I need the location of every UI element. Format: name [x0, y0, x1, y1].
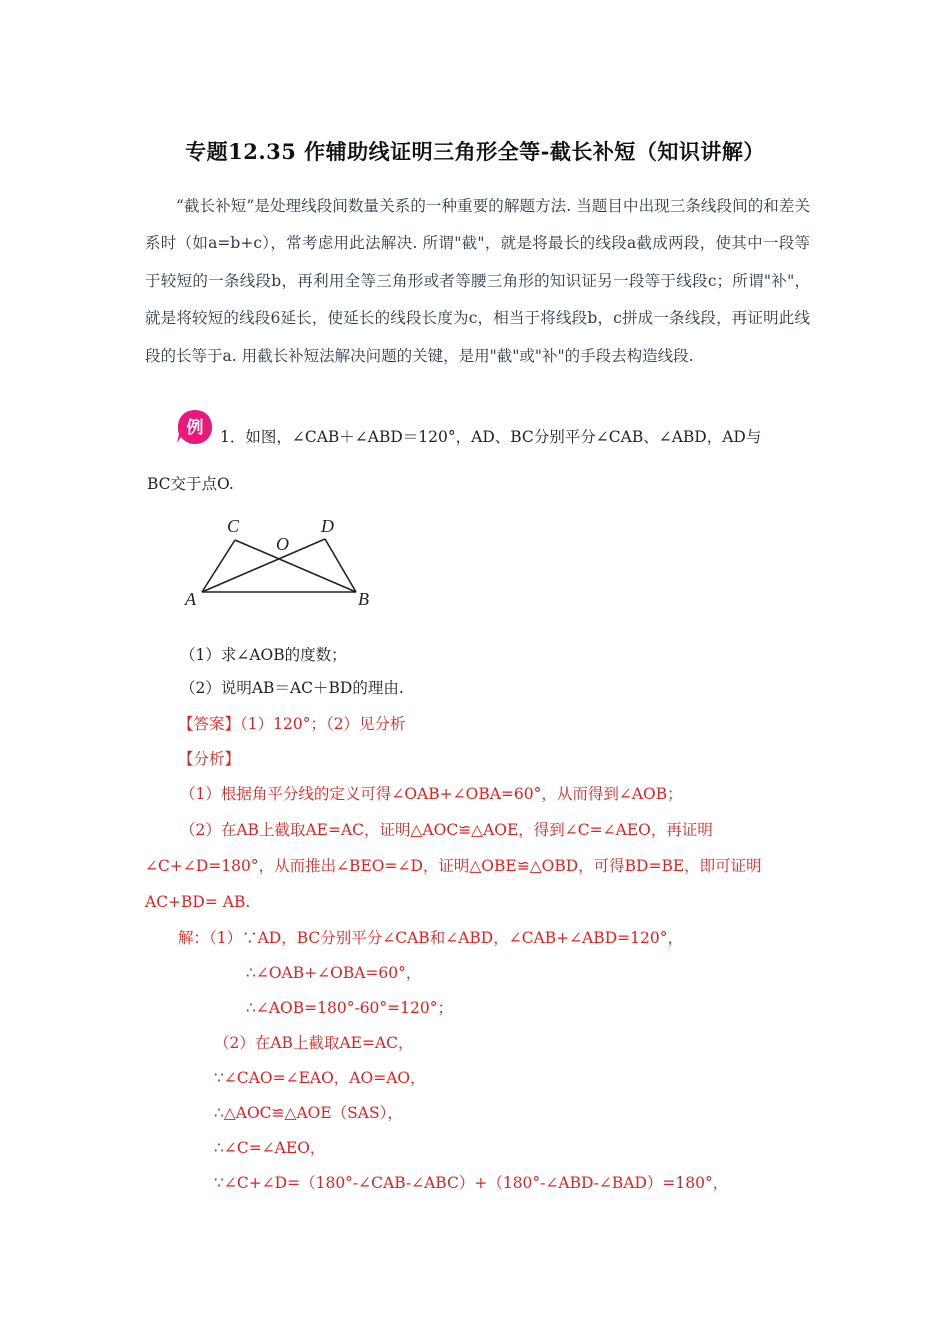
label-d: D [321, 516, 334, 536]
answer-line: 【答案】（1）120°；（2）见分析 [178, 715, 406, 733]
label-b: B [358, 589, 369, 609]
badge-label: 例 [186, 418, 204, 438]
solution-line-3: ∴∠AOB=180°-60°=120°； [246, 999, 453, 1017]
analysis-line-3: ∠C+∠D=180°，从而推出∠BEO=∠D，证明△OBE≌△OBD，可得BD=BE，即可证明 [145, 857, 762, 875]
solution-line-4: （2）在AB上截取AE=AC， [214, 1034, 414, 1052]
label-o: O [276, 534, 289, 554]
example-badge-icon [176, 408, 214, 446]
intro-paragraph [145, 188, 810, 375]
analysis-line-4: AC+BD= AB. [145, 893, 251, 911]
label-a: A [185, 589, 196, 609]
label-c: C [227, 516, 240, 536]
question-2: （2）说明AB＝AC＋BD的理由. [180, 679, 404, 697]
segment-db [325, 539, 356, 592]
example-line-2: BC交于点O. [147, 475, 234, 493]
analysis-heading: 【分析】 [178, 750, 241, 768]
solution-line-7: ∴∠C=∠AEO， [214, 1139, 326, 1157]
segment-ad [202, 539, 325, 592]
page-title: 专题12.35 作辅助线证明三角形全等-截长补短（知识讲解） [185, 139, 765, 164]
solution-line-1: 解：（1）∵AD，BC分别平分∠CAB和∠ABD，∠CAB+∠ABD=120°， [178, 929, 683, 947]
solution-line-8: ∵∠C+∠D=（180°-∠CAB-∠ABC）+（180°-∠ABD-∠BAD）=180°， [214, 1174, 729, 1192]
analysis-line-1: （1）根据角平分线的定义可得∠OAB+∠OBA=60°，从而得到∠AOB； [180, 785, 683, 803]
solution-line-5: ∵∠CAO=∠EAO，AO=AO， [214, 1069, 426, 1087]
question-1: （1）求∠AOB的度数； [180, 646, 347, 664]
example-line-1: 1．如图，∠CAB＋∠ABD＝120°，AD、BC分别平分∠CAB、∠ABD，AD与 [220, 428, 762, 446]
intro-text: “截长补短”是处理线段间数量关系的一种重要的解题方法. 当题目中出现三条线段间的和差关系时（如a=b+c），常考虑用此法解决. 所谓"截"，就是将最长的线段a截成两段，使其中一段等于较短的一条线段b，再利用全等三角形或者等腰三角形的知识证另一段等于线段c；所谓"补"，就是将较短的线段6延长，使延长的线段长度为c，相当于将线段b，c拼成一条线段，再证明此线段的长等于a. 用截长补短法解决问题的关键，是用"截"或"补"的手段去构造线段. [145, 197, 810, 365]
solution-line-6: ∴△AOC≌△AOE（SAS）， [214, 1104, 403, 1122]
triangle-figure [180, 510, 380, 610]
analysis-line-2: （2）在AB上截取AE=AC，证明△AOC≌△AOE，得到∠C=∠AEO，再证明 [180, 821, 713, 839]
segment-cb [235, 540, 356, 592]
solution-line-2: ∴∠OAB+∠OBA=60°， [246, 964, 422, 982]
